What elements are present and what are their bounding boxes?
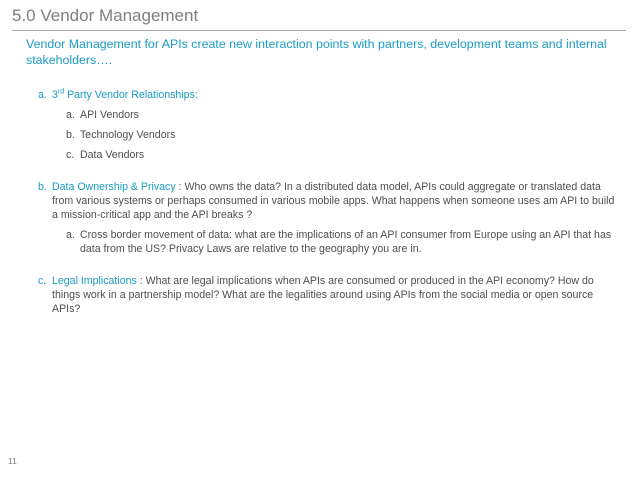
slide-body xyxy=(26,88,616,316)
section-text: : Who owns the data? In a distributed data model, APIs could aggregate or translated data from various systems or perhaps consumed in various mobile apps. What happens when someone uses am API to build a mission-critical app and the API breaks ? xyxy=(52,181,615,221)
list-item: a. Cross border movement of data: what are the implications of an API consumer from Europe using an API that has data from the US? Privacy Laws are relative to the geography you are in. xyxy=(66,229,612,255)
section-vendor-relationships xyxy=(26,88,616,102)
title-divider xyxy=(12,30,626,31)
section-marker: c. xyxy=(38,275,47,287)
slide-title: 5.0 Vendor Management xyxy=(12,6,199,25)
section-marker: b. xyxy=(38,181,47,193)
section-legal-implications xyxy=(26,274,616,316)
section-text: : What are legal implications when APIs are consumed or produced in the API economy? How do things work in a partnership model? What are the legalities around using APIs from the social media or open source APIs? xyxy=(52,275,594,315)
page-number: 11 xyxy=(8,456,17,466)
list-item: b. Technology Vendors xyxy=(66,129,176,141)
section-data-ownership xyxy=(26,180,616,222)
section-heading: Data Ownership & Privacy xyxy=(52,181,176,193)
list-item: c. Data Vendors xyxy=(66,149,145,161)
section-heading: Legal Implications xyxy=(52,275,137,287)
section-marker: a. xyxy=(38,89,47,101)
slide-subtitle: Vendor Management for APIs create new interaction points with partners, development teams and internal stakeholders…. xyxy=(26,37,607,67)
list-item: a. API Vendors xyxy=(66,109,139,121)
section-heading: 3rd Party Vendor Relationships: xyxy=(52,88,198,101)
